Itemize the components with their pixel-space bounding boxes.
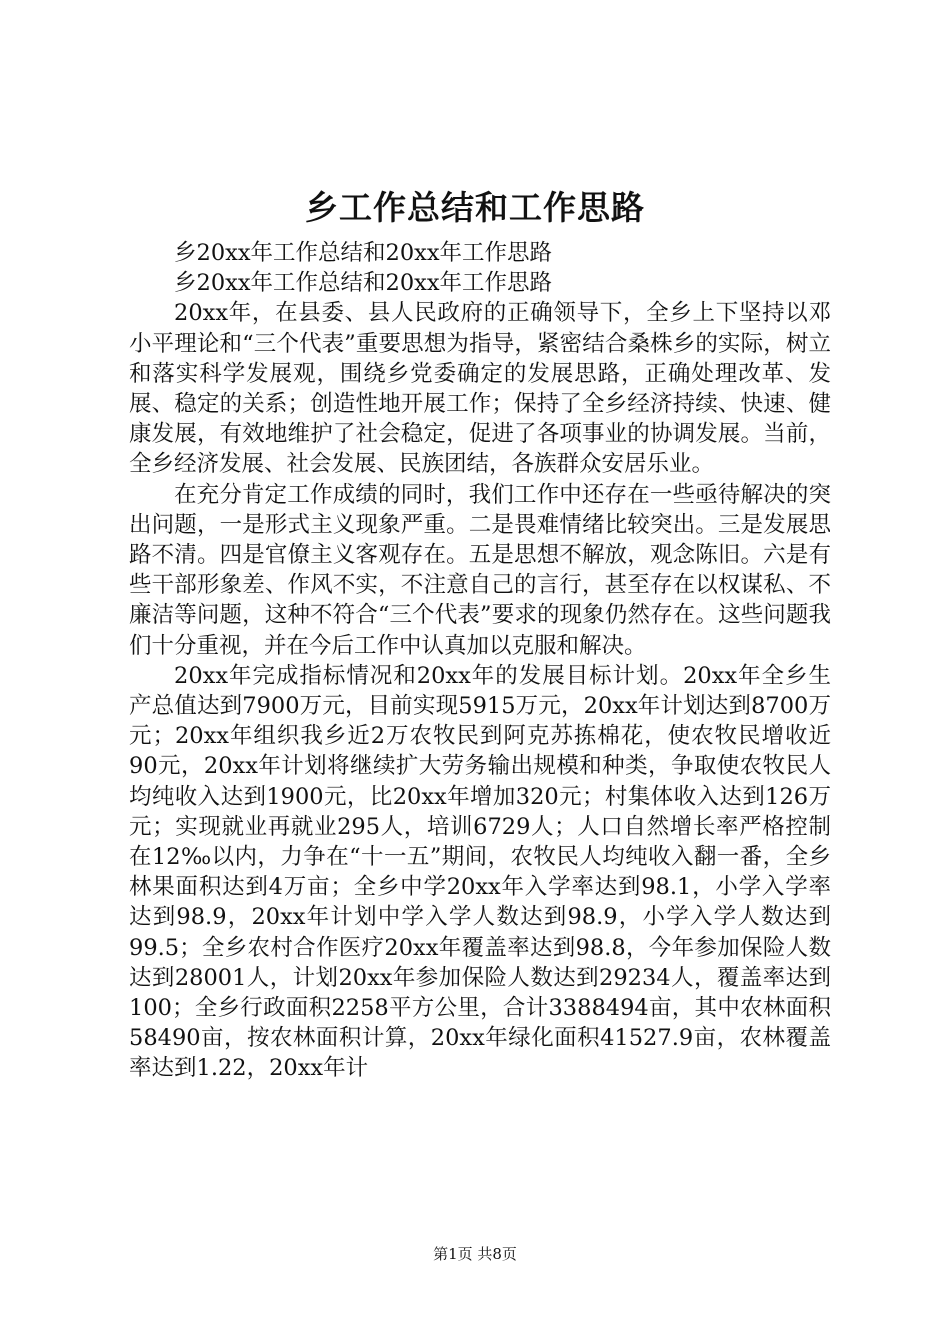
document-title: 乡工作总结和工作思路 [305,188,645,227]
body-paragraph: 在充分肯定工作成绩的同时，我们工作中还存在一些亟待解决的突出问题，一是形式主义现象严重。二是畏难情绪比较突出。三是发展思路不清。四是官僚主义客观存在。五是思想不解放，观念陈旧。六是有些干部形象差、作风不实，不注意自己的言行，甚至存在以权谋私、不廉洁等问题，这种不符合“三个代表”要求的现象仍然存在。这些问题我们十分重视，并在今后工作中认真加以克服和解决。 [129,481,831,659]
body-paragraph: 20xx年，在县委、县人民政府的正确领导下，全乡上下坚持以邓小平理论和“三个代表”重要思想为指导，紧密结合桑株乡的实际，树立和落实科学发展观，围绕乡党委确定的发展思路，正确处理改革、发展、稳定的关系；创造性地开展工作；保持了全乡经济持续、快速、健康发展，有效地维护了社会稳定，促进了各项事业的协调发展。当前，全乡经济发展、社会发展、民族团结，各族群众安居乐业。 [129,300,831,478]
page-footer: 第1页 共8页 [433,1245,517,1263]
body-paragraph: 20xx年完成指标情况和20xx年的发展目标计划。20xx年全乡生产总值达到7900万元，目前实现5915万元，20xx年计划达到8700万元；20xx年组织我乡近2万农牧民到阿克苏拣棉花，使农牧民增收近90元，20xx年计划将继续扩大劳务输出规模和种类，争取使农牧民人均纯收入达到1900元，比20xx年增加320元；村集体收入达到126万元；实现就业再就业295人，培训6729人；人口自然增长率严格控制在12‰以内，力争在“十一五”期间，农牧民人均纯收入翻一番，全乡林果面积达到4万亩；全乡中学20xx年入学率达到98.1，小学入学率达到98.9，20xx年计划中学入学人数达到98.9，小学入学人数达到99.5；全乡农村合作医疗20xx年覆盖率达到98.8，今年参加保险人数达到28001人，计划20xx年参加保险人数达到29234人，覆盖率达到100；全乡行政面积2258平方公里，合计3388494亩，其中农林面积58490亩，按农林面积计算，20xx年绿化面积41527.9亩，农林覆盖率达到1.22，20xx年计 [129,662,831,1082]
subtitle-line: 乡20xx年工作总结和20xx年工作思路 [174,270,553,297]
subtitle-line: 乡20xx年工作总结和20xx年工作思路 [174,240,553,266]
document-body [129,238,831,1084]
